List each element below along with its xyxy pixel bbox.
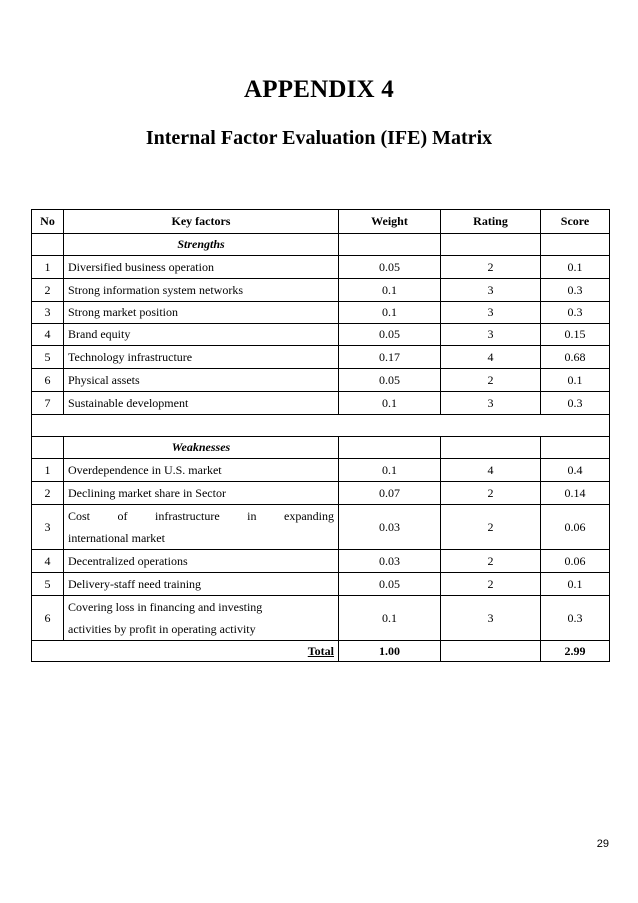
total-row <box>32 641 610 662</box>
header-score: Score <box>541 210 610 234</box>
row-weight: 0.1 <box>339 459 441 482</box>
row-no: 4 <box>32 324 64 346</box>
row-rating: 3 <box>441 324 541 346</box>
row-weight: 0.1 <box>339 302 441 324</box>
row-factor: Brand equity <box>64 324 339 346</box>
table-row <box>32 392 610 415</box>
row-weight: 0.17 <box>339 346 441 369</box>
row-weight: 0.05 <box>339 573 441 596</box>
ife-matrix-table <box>31 209 610 662</box>
table-row <box>32 279 610 302</box>
row-rating: 4 <box>441 459 541 482</box>
row-rating: 2 <box>441 573 541 596</box>
row-rating: 2 <box>441 550 541 573</box>
row-rating: 2 <box>441 505 541 550</box>
row-factor: Technology infrastructure <box>64 346 339 369</box>
table-row <box>32 324 610 346</box>
table-row <box>32 346 610 369</box>
header-rating: Rating <box>441 210 541 234</box>
table-row <box>32 459 610 482</box>
table-row <box>32 256 610 279</box>
row-weight: 0.05 <box>339 369 441 392</box>
row-score: 0.1 <box>541 573 610 596</box>
strengths-section-row <box>32 234 610 256</box>
row-factor: Physical assets <box>64 369 339 392</box>
table-row <box>32 505 610 550</box>
header-key-factors: Key factors <box>64 210 339 234</box>
table-row <box>32 482 610 505</box>
table-row <box>32 302 610 324</box>
row-no: 6 <box>32 369 64 392</box>
row-no: 2 <box>32 482 64 505</box>
page-title: APPENDIX 4 <box>244 76 394 103</box>
weaknesses-label: Weaknesses <box>64 437 339 459</box>
table-header-row <box>32 210 610 234</box>
row-no: 5 <box>32 573 64 596</box>
row-factor: Strong market position <box>64 302 339 324</box>
row-no: 3 <box>32 505 64 550</box>
header-no: No <box>32 210 64 234</box>
row-no: 2 <box>32 279 64 302</box>
row-factor: Sustainable development <box>64 392 339 415</box>
total-weight: 1.00 <box>339 641 441 662</box>
row-score: 0.3 <box>541 279 610 302</box>
row-factor <box>64 505 339 550</box>
row-rating: 3 <box>441 302 541 324</box>
row-score: 0.3 <box>541 302 610 324</box>
row-score: 0.14 <box>541 482 610 505</box>
table-row <box>32 369 610 392</box>
row-score: 0.68 <box>541 346 610 369</box>
row-factor: Diversified business operation <box>64 256 339 279</box>
row-weight: 0.05 <box>339 256 441 279</box>
strengths-label: Strengths <box>64 234 339 256</box>
row-rating: 2 <box>441 369 541 392</box>
table-row <box>32 573 610 596</box>
row-rating: 2 <box>441 482 541 505</box>
row-no: 1 <box>32 256 64 279</box>
row-score: 0.1 <box>541 369 610 392</box>
header-weight: Weight <box>339 210 441 234</box>
row-factor-line-1: Cost of infrastructure in expanding <box>68 509 334 523</box>
row-factor: Delivery-staff need training <box>64 573 339 596</box>
row-no: 6 <box>32 596 64 641</box>
row-score: 0.15 <box>541 324 610 346</box>
row-factor-line-2: activities by profit in operating activity <box>68 622 256 636</box>
row-rating: 2 <box>441 256 541 279</box>
row-no: 1 <box>32 459 64 482</box>
row-rating: 3 <box>441 596 541 641</box>
total-label: Total <box>32 641 339 662</box>
table-row <box>32 596 610 641</box>
row-factor: Declining market share in Sector <box>64 482 339 505</box>
row-factor <box>64 596 339 641</box>
row-score: 0.1 <box>541 256 610 279</box>
row-score: 0.3 <box>541 392 610 415</box>
page-subtitle: Internal Factor Evaluation (IFE) Matrix <box>145 127 493 149</box>
row-no: 5 <box>32 346 64 369</box>
row-rating: 4 <box>441 346 541 369</box>
page-number: 29 <box>596 838 609 850</box>
row-factor-line-1: Covering loss in financing and investing <box>68 600 263 614</box>
row-weight: 0.03 <box>339 550 441 573</box>
table-row <box>32 550 610 573</box>
row-score: 0.4 <box>541 459 610 482</box>
row-no: 3 <box>32 302 64 324</box>
row-factor: Overdependence in U.S. market <box>64 459 339 482</box>
total-score: 2.99 <box>541 641 610 662</box>
spacer-row <box>32 415 610 437</box>
row-score: 0.06 <box>541 505 610 550</box>
row-weight: 0.1 <box>339 279 441 302</box>
row-weight: 0.1 <box>339 596 441 641</box>
row-score: 0.06 <box>541 550 610 573</box>
row-factor: Decentralized operations <box>64 550 339 573</box>
row-no: 4 <box>32 550 64 573</box>
row-factor: Strong information system networks <box>64 279 339 302</box>
row-rating: 3 <box>441 392 541 415</box>
row-weight: 0.05 <box>339 324 441 346</box>
row-weight: 0.03 <box>339 505 441 550</box>
row-rating: 3 <box>441 279 541 302</box>
row-score: 0.3 <box>541 596 610 641</box>
weaknesses-section-row <box>32 437 610 459</box>
row-no: 7 <box>32 392 64 415</box>
row-factor-line-2: international market <box>68 531 165 545</box>
row-weight: 0.1 <box>339 392 441 415</box>
row-weight: 0.07 <box>339 482 441 505</box>
